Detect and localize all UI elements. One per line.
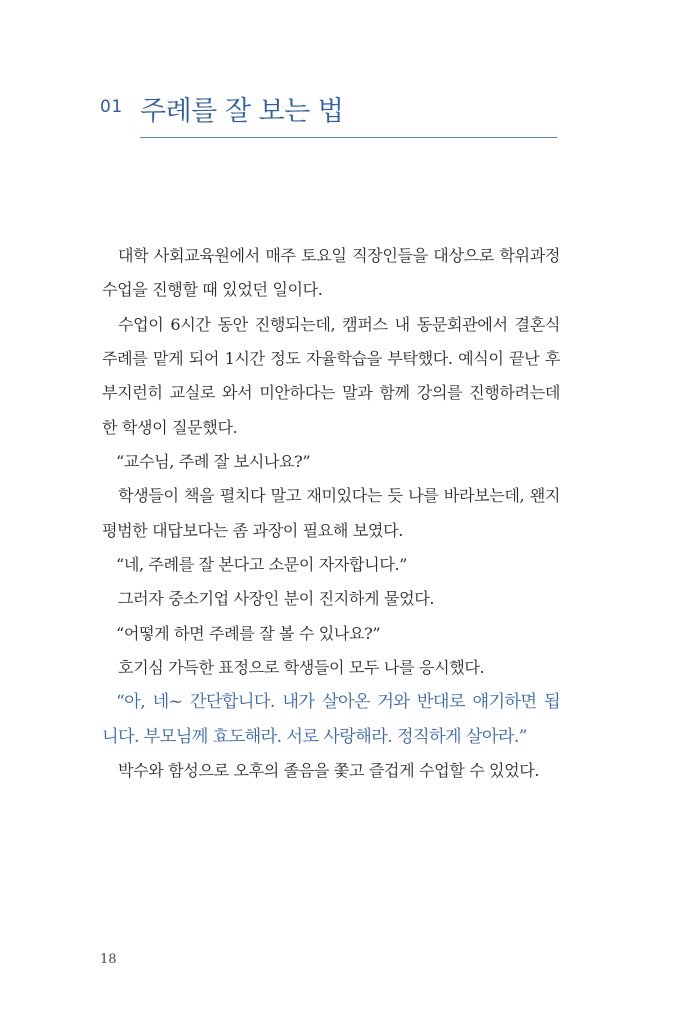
dialogue-line: “어떻게 하면 주례를 잘 볼 수 있나요?” xyxy=(116,623,381,643)
paragraph-line: 대학 사회교육원에서 매주 토요일 직장인들을 대상으로 학위과정 xyxy=(118,246,560,265)
paragraph-line: 부지런히 교실로 와서 미안하다는 말과 함께 강의를 진행하려는데 xyxy=(102,383,560,403)
chapter-title: 주례를 잘 보는 법 xyxy=(140,96,344,127)
highlighted-dialogue-line: 니다. 부모님께 효도해라. 서로 사랑해라. 정직하게 살아라.” xyxy=(102,726,527,747)
dialogue-line: “네, 주례를 잘 본다고 소문이 자자합니다.” xyxy=(116,555,408,575)
page-number: 18 xyxy=(100,952,117,967)
chapter-number: 01 xyxy=(100,97,123,117)
title-divider xyxy=(140,137,557,138)
paragraph-line: 평범한 대답보다는 좀 과장이 필요해 보였다. xyxy=(102,520,403,540)
paragraph-line: 한 학생이 질문했다. xyxy=(102,417,238,437)
paragraph-line: 그러자 중소기업 사장인 분이 진지하게 물었다. xyxy=(118,589,435,609)
paragraph-line: 수업이 6시간 동안 진행되는데, 캠퍼스 내 동문회관에서 결혼식 xyxy=(118,314,560,334)
paragraph-line: 수업을 진행할 때 있었던 일이다. xyxy=(102,280,323,300)
dialogue-line: “교수님, 주례 잘 보시나요?” xyxy=(116,452,311,472)
paragraph-line: 박수와 함성으로 오후의 졸음을 쫓고 즐겁게 수업할 수 있었다. xyxy=(118,761,540,781)
paragraph-line: 학생들이 책을 펼치다 말고 재미있다는 듯 나를 바라보는데, 왠지 xyxy=(118,486,560,506)
paragraph-line: 호기심 가득한 표정으로 학생들이 모두 나를 응시했다. xyxy=(118,658,485,678)
paragraph-line: 주례를 맡게 되어 1시간 정도 자율학습을 부탁했다. 예식이 끝난 후 xyxy=(102,349,560,369)
body-text xyxy=(102,243,560,793)
highlighted-dialogue-line: “아, 네~ 간단합니다. 내가 살아온 거와 반대로 얘기하면 됩 xyxy=(116,692,560,713)
